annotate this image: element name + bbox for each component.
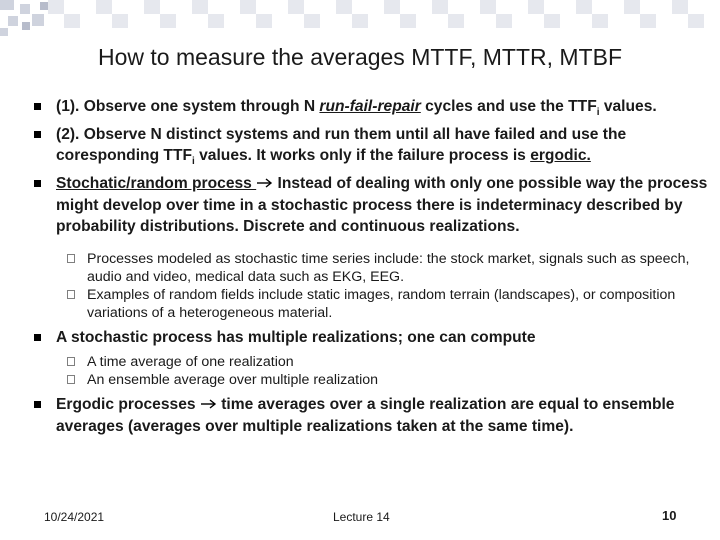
bullet-observe-distinct-systems [34, 124, 709, 173]
bullet-text: A stochastic process has multiple realizations; one can compute [56, 328, 536, 346]
sub-bullet-box-icon [67, 254, 75, 263]
sub-bullet-box-icon [67, 290, 75, 299]
subscript: i [192, 156, 195, 168]
subscript: i [596, 107, 600, 119]
sub-bullet-box-icon [67, 357, 75, 366]
slide-number: 10 [662, 508, 677, 523]
slide-title: How to measure the averages MTTF, MTTR, MTBF [97, 44, 622, 70]
right-arrow-icon [200, 399, 217, 409]
bullet-text: time averages over a single realization are equal to ensemble averages (averages over multiple realizations taken at the same time). [56, 396, 675, 435]
ergodic-link[interactable]: ergodic. [530, 147, 591, 165]
bullet-text: (2). Observe N distinct systems and run them until all have failed and use the coresponding TTF [56, 125, 627, 165]
sub-bullet-time-series [34, 250, 709, 286]
bullet-square-icon [34, 103, 41, 110]
footer-lecture: Lecture 14 [333, 510, 390, 524]
sub-bullet-text: Examples of random fields include static images, random terrain (landscapes), or composition variations of a heterogeneous material. [87, 286, 676, 321]
bullet-square-icon [34, 131, 41, 138]
sub-bullet-box-icon [67, 375, 75, 384]
bullet-square-icon [34, 401, 41, 408]
sub-bullet-time-average [34, 353, 709, 371]
sub-bullet-text: A time average of one realization [87, 354, 294, 371]
bullet-stochastic-process [34, 173, 709, 238]
bullet-text: cycles and use the TTF [420, 98, 597, 115]
bullet-ergodic-processes [34, 394, 709, 437]
bullet-observe-one-system [34, 96, 709, 124]
bullet-list [34, 96, 709, 438]
bullet-text: Instead of dealing with only one possible way the process might develop over time in a stochastic process there is indeterminacy described by probability distributions. Discrete and continuous realizations. [56, 175, 708, 236]
header-decoration [0, 0, 720, 42]
sub-bullet-text: An ensemble average over multiple realization [87, 372, 379, 389]
run-fail-repair-term: run-fail-repair [319, 98, 421, 115]
footer-date: 10/24/2021 [44, 510, 105, 524]
bullet-multiple-realizations [34, 327, 709, 349]
sub-bullet-random-fields [34, 286, 709, 322]
bullet-text: values. It works only if the failure process is [194, 147, 531, 165]
bullet-text: values. [599, 98, 657, 115]
bullet-text: (1). Observe one system through N [56, 98, 320, 115]
bullet-text: Ergodic processes [56, 396, 200, 414]
sub-bullet-ensemble-average [34, 371, 709, 389]
right-arrow-icon [256, 178, 273, 188]
bullet-square-icon [34, 334, 41, 341]
bullet-square-icon [34, 180, 41, 187]
sub-bullet-text: Processes modeled as stochastic time series include: the stock market, signals such as speech, audio and video, medical data such as EKG, EEG. [87, 250, 690, 285]
stochastic-process-link[interactable]: Stochatic/random process [56, 175, 257, 192]
